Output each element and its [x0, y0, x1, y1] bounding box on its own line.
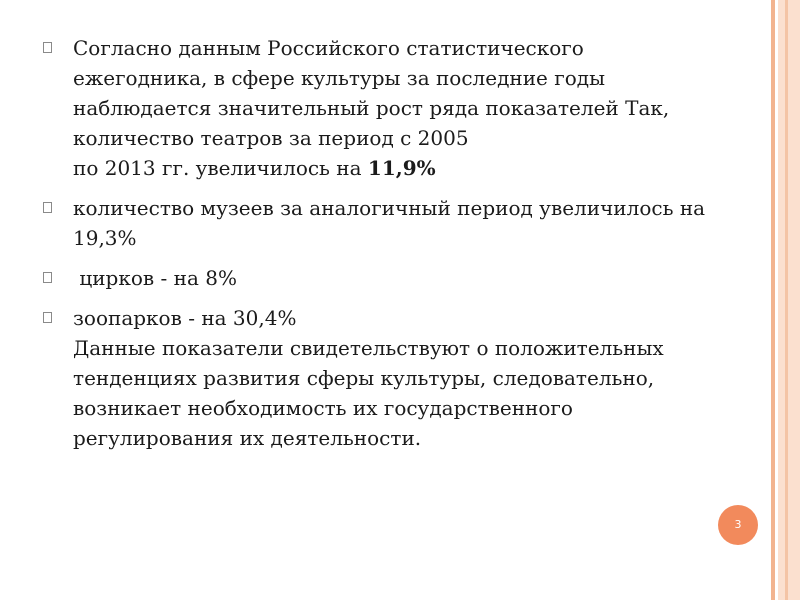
- text-line: зоопарков - на 30,4%: [73, 306, 297, 330]
- text-line: количество театров за период с 2005: [73, 126, 469, 150]
- bullet-list: [43, 33, 743, 463]
- list-item: [43, 263, 743, 293]
- square-bullet-icon: [43, 42, 52, 53]
- text-fragment: по 2013 гг. увеличилось на: [73, 156, 368, 180]
- text-line: наблюдается значительный рост ряда показателей Так,: [73, 96, 670, 120]
- text-line: регулирования их деятельности.: [73, 426, 422, 450]
- text-line: количество музеев за аналогичный период увеличилось на: [73, 196, 706, 220]
- text-line: возникает необходимость их государственного: [73, 396, 573, 420]
- text-line: 19,3%: [73, 226, 137, 250]
- square-bullet-icon: [43, 202, 52, 213]
- text-line: Согласно данным Российского статистического: [73, 36, 584, 60]
- border-stripe-dark: [771, 0, 775, 600]
- square-bullet-icon: [43, 312, 52, 323]
- list-item: [43, 193, 743, 253]
- square-bullet-icon: [43, 272, 52, 283]
- border-stripe-light: [778, 0, 800, 600]
- text-line: [73, 153, 743, 183]
- list-item: [43, 33, 743, 183]
- text-line: Данные показатели свидетельствуют о положительных: [73, 336, 664, 360]
- highlight-value: 11,9%: [367, 156, 436, 180]
- text-line: ежегодника, в сфере культуры за последние годы: [73, 66, 606, 90]
- page-number-badge: 3: [718, 505, 758, 545]
- text-line: тенденциях развития сферы культуры, следовательно,: [73, 366, 655, 390]
- list-item: [43, 303, 743, 453]
- border-stripe-accent: [785, 0, 788, 600]
- text-line: цирков - на 8%: [73, 266, 237, 290]
